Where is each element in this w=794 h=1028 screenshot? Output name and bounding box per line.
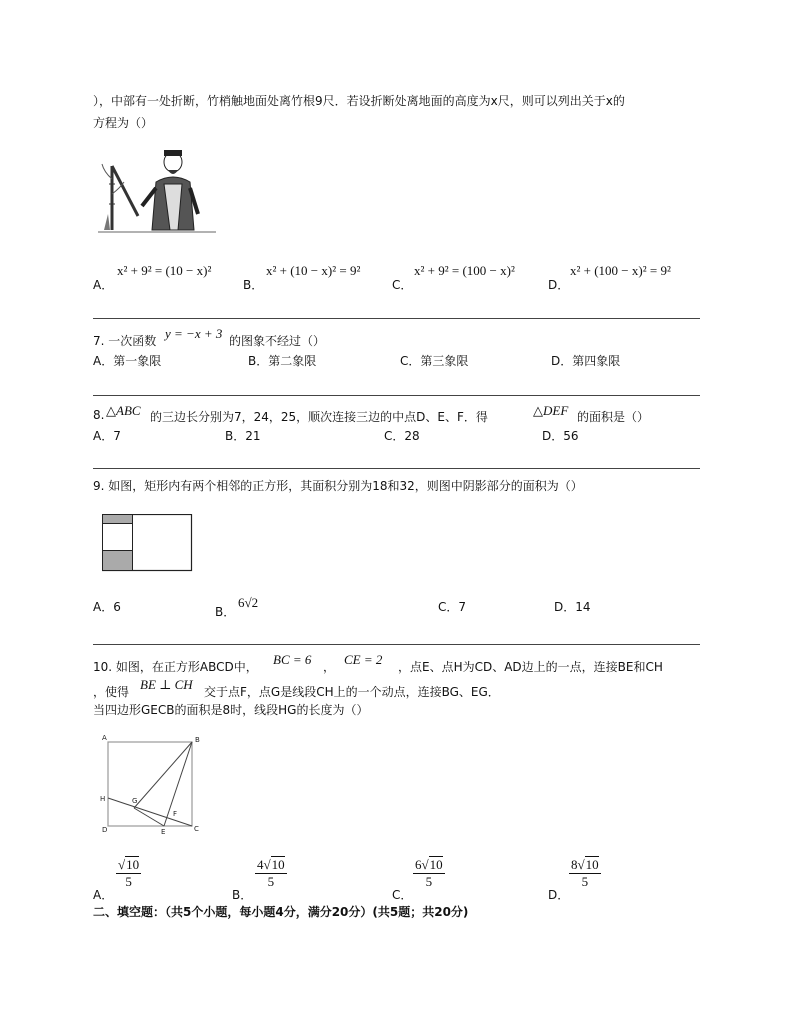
q7-prefix: 7. 一次函数 xyxy=(93,334,157,348)
q10-line3: 当四边形GECB的面积是8时，线段HG的长度为（） xyxy=(93,703,369,717)
q10-line1-a: 10. 如图，在正方形ABCD中， xyxy=(93,660,258,674)
bamboo-scholar-illustration xyxy=(98,144,218,239)
figure-label-h: H xyxy=(100,795,106,803)
q10-option-a-label: A． xyxy=(93,888,114,902)
q10-line2-b: 交于点F，点G是线段CH上的一个动点，连接BG、EG． xyxy=(204,685,500,699)
figure-label-g: G xyxy=(132,797,138,805)
figure-label-b: B xyxy=(195,736,200,744)
q10-option-c-label: C． xyxy=(392,888,413,902)
q8-option-a: A．7 xyxy=(93,429,121,443)
q8-option-b: B．21 xyxy=(225,429,261,443)
q7-option-d: D．第四象限 xyxy=(551,354,621,368)
q10-option-d-label: D． xyxy=(548,888,570,902)
q8-middle-text: 的三边长分别为7，24，25，顺次连接三边的中点D、E、F．得 xyxy=(150,410,488,424)
q10-option-d-fraction: $\frac{8√10}{5}$ xyxy=(571,857,599,889)
q9-option-a: A．6 xyxy=(93,600,121,614)
divider-q8 xyxy=(93,395,700,396)
q7-option-c: C．第三象限 xyxy=(400,354,469,368)
q10-separator: ， xyxy=(323,660,336,674)
q6-option-a-expr: x² + 9² = (10 − x)² xyxy=(117,263,212,278)
section2-heading: 二、填空题：（共5个小题，每小题4分，满分20分）(共5题；共20分) xyxy=(93,905,469,919)
q6-option-b-expr: x² + (10 − x)² = 9² xyxy=(266,263,361,278)
q9-text: 9. 如图，矩形内有两个相邻的正方形，其面积分别为18和32，则图中阴影部分的面积为（） xyxy=(93,479,583,493)
figure-label-a: A xyxy=(102,734,107,742)
q6-option-c-expr: x² + 9² = (100 − x)² xyxy=(414,263,515,278)
q8-triangle-def: △DEF xyxy=(533,403,569,418)
q10-option-b-label: B． xyxy=(232,888,253,902)
q6-option-d-expr: x² + (100 − x)² = 9² xyxy=(570,263,671,278)
q6-option-c-label: C． xyxy=(392,278,413,292)
q10-option-a-fraction: $\frac{√10}{5}$ xyxy=(118,857,140,889)
q6-option-b-label: B． xyxy=(243,278,264,292)
q9-option-d: D．14 xyxy=(554,600,591,614)
divider-q7 xyxy=(93,318,700,319)
q8-option-d: D．56 xyxy=(542,429,579,443)
q8-triangle-abc: △ABC xyxy=(106,403,141,418)
q6-line2: 方程为（） xyxy=(93,116,154,130)
q7-suffix: 的图象不经过（） xyxy=(229,334,326,348)
figure-label-e: E xyxy=(161,828,166,836)
q9-rectangle-figure xyxy=(102,514,194,572)
q9-option-c: C．7 xyxy=(438,600,467,614)
figure-label-c: C xyxy=(194,825,199,833)
q9-option-b-expr: 6√2 xyxy=(238,595,259,610)
figure-label-d: D xyxy=(102,826,108,834)
q7-option-a: A．第一象限 xyxy=(93,354,162,368)
q7-option-b: B．第二象限 xyxy=(248,354,317,368)
q10-option-c-fraction: $\frac{6√10}{5}$ xyxy=(415,857,443,889)
q7-expr: y = −x + 3 xyxy=(165,326,223,341)
q10-option-b-fraction: $\frac{4√10}{5}$ xyxy=(257,857,285,889)
divider-q9 xyxy=(93,468,700,469)
divider-q10 xyxy=(93,644,700,645)
q8-prefix: 8. xyxy=(93,408,105,422)
q10-line1-b: ，点E、点H为CD、AD边上的一点，连接BE和CH xyxy=(398,660,663,674)
q10-expr-bc: BC = 6 xyxy=(273,652,312,667)
q6-option-a-label: A． xyxy=(93,278,114,292)
q9-option-b-label: B． xyxy=(215,605,236,619)
q10-line2-a: ，使得 xyxy=(93,685,130,699)
q10-square-figure xyxy=(98,732,208,836)
q8-suffix: 的面积是（） xyxy=(577,410,650,424)
q10-expr-ce: CE = 2 xyxy=(344,652,383,667)
q6-line1: ），中部有一处折断，竹梢触地面处离竹根9尺．若设折断处离地面的高度为x尺，则可以列出关于x的 xyxy=(93,94,625,108)
figure-label-f: F xyxy=(173,810,178,818)
q6-option-d-label: D． xyxy=(548,278,570,292)
q10-expr-perp: BE ⊥ CH xyxy=(140,677,193,692)
q8-option-c: C．28 xyxy=(384,429,420,443)
